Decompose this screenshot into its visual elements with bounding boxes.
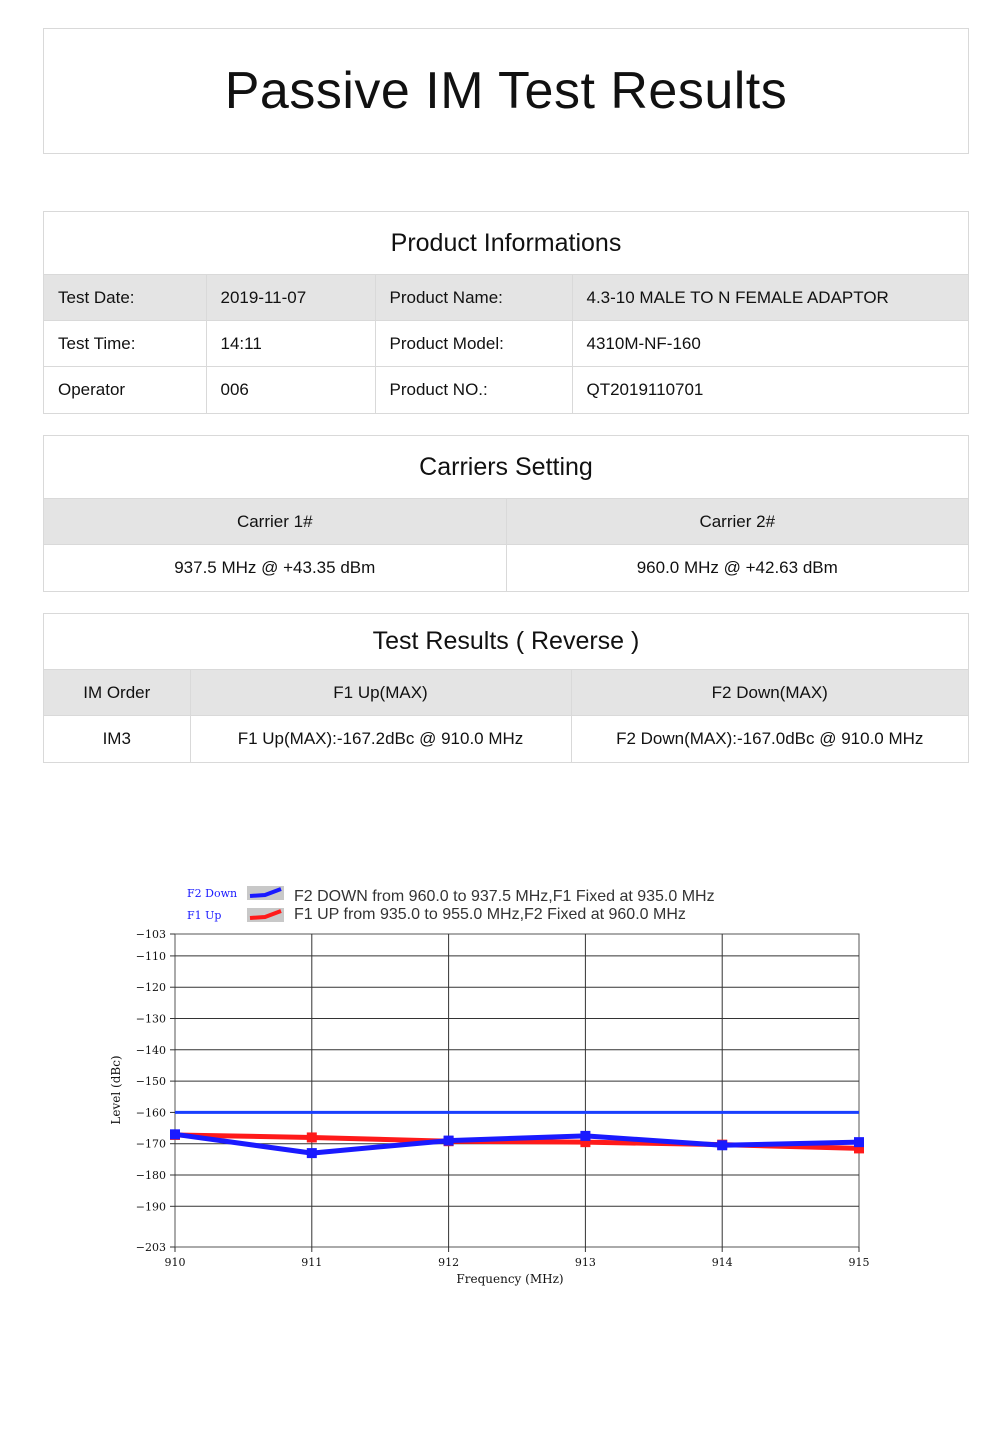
y-tick-label: −150: [135, 1075, 166, 1089]
im-order-value: IM3: [44, 716, 190, 762]
cell-value: 4.3-10 MALE TO N FEMALE ADAPTOR: [572, 275, 968, 321]
cell-label: Product NO.:: [375, 367, 572, 413]
carrier2-header: Carrier 2#: [506, 499, 968, 545]
carrier2-value: 960.0 MHz @ +42.63 dBm: [506, 545, 968, 591]
cell-value: 4310M-NF-160: [572, 321, 968, 367]
y-tick-label: −140: [135, 1043, 166, 1057]
data-point-f2-down: [307, 1148, 317, 1158]
table-row: [44, 499, 968, 545]
page-title: Passive IM Test Results: [224, 62, 788, 120]
table-row: [44, 670, 968, 716]
im-order-header: IM Order: [44, 670, 190, 716]
data-point-f2-down: [170, 1129, 180, 1139]
cell-label: Product Model:: [375, 321, 572, 367]
f1-up-header: F1 Up(MAX): [190, 670, 571, 716]
cell-label: Operator: [44, 367, 206, 413]
table-row: [44, 321, 968, 367]
data-point-f1-up: [307, 1132, 317, 1142]
x-tick-label: 910: [164, 1256, 186, 1269]
carriers-section: [43, 435, 969, 592]
results-section: [43, 613, 969, 763]
cell-value: 14:11: [206, 321, 375, 367]
f1-up-value: F1 Up(MAX):-167.2dBc @ 910.0 MHz: [190, 716, 571, 762]
data-point-f2-down: [717, 1140, 727, 1150]
plot-area: [175, 934, 859, 1247]
data-point-f2-down: [580, 1131, 590, 1141]
legend-short-f1: F1 Up: [187, 909, 222, 922]
y-tick-label: −110: [135, 949, 166, 963]
legend-short-f2: F2 Down: [187, 887, 238, 900]
y-tick-label: −103: [135, 928, 166, 941]
data-point-f2-down: [444, 1136, 454, 1146]
table-row: [44, 275, 968, 321]
carrier1-value: 937.5 MHz @ +43.35 dBm: [44, 545, 506, 591]
table-row: [44, 716, 968, 762]
legend-text-f1: F1 UP from 935.0 to 955.0 MHz,F2 Fixed at 960.0 MHz: [294, 906, 686, 923]
x-tick-label: 914: [711, 1256, 733, 1269]
y-tick-label: −170: [135, 1137, 166, 1151]
table-row: [44, 367, 968, 413]
carriers-heading: Carriers Setting: [419, 452, 593, 481]
cell-value: 006: [206, 367, 375, 413]
table-row: [44, 545, 968, 591]
y-tick-label: −120: [135, 981, 166, 995]
x-tick-label: 912: [438, 1256, 460, 1269]
cell-value: 2019-11-07: [206, 275, 375, 321]
x-axis-label: Frequency (MHz): [456, 1272, 564, 1286]
product-info-table: [44, 274, 968, 413]
cell-value: QT2019110701: [572, 367, 968, 413]
y-tick-label: −130: [135, 1012, 166, 1026]
y-tick-label: −190: [135, 1200, 166, 1214]
x-tick-label: 913: [574, 1256, 596, 1269]
data-point-f2-down: [854, 1137, 864, 1147]
y-axis-ticks: [136, 928, 175, 1254]
x-axis-ticks: [165, 1247, 870, 1269]
y-axis-label: Level (dBc): [109, 1055, 123, 1125]
cell-label: Product Name:: [375, 275, 572, 321]
carriers-table: [44, 498, 968, 591]
x-tick-label: 911: [301, 1256, 323, 1269]
product-info-heading: Product Informations: [390, 228, 622, 257]
cell-label: Test Date:: [44, 275, 206, 321]
f2-down-value: F2 Down(MAX):-167.0dBc @ 910.0 MHz: [571, 716, 968, 762]
results-heading: Test Results ( Reverse ): [372, 627, 640, 655]
results-table: [44, 669, 968, 762]
f2-down-header: F2 Down(MAX): [571, 670, 968, 716]
y-tick-label: −180: [135, 1169, 166, 1183]
legend-text-f2: F2 DOWN from 960.0 to 937.5 MHz,F1 Fixed at 935.0 MHz: [294, 888, 715, 905]
y-tick-label: −160: [135, 1106, 166, 1120]
y-tick-label: −203: [135, 1241, 166, 1254]
x-tick-label: 915: [848, 1256, 870, 1269]
title-box: [43, 28, 969, 154]
product-info-section: [43, 211, 969, 414]
cell-label: Test Time:: [44, 321, 206, 367]
pim-chart: [100, 880, 880, 1300]
carrier1-header: Carrier 1#: [44, 499, 506, 545]
